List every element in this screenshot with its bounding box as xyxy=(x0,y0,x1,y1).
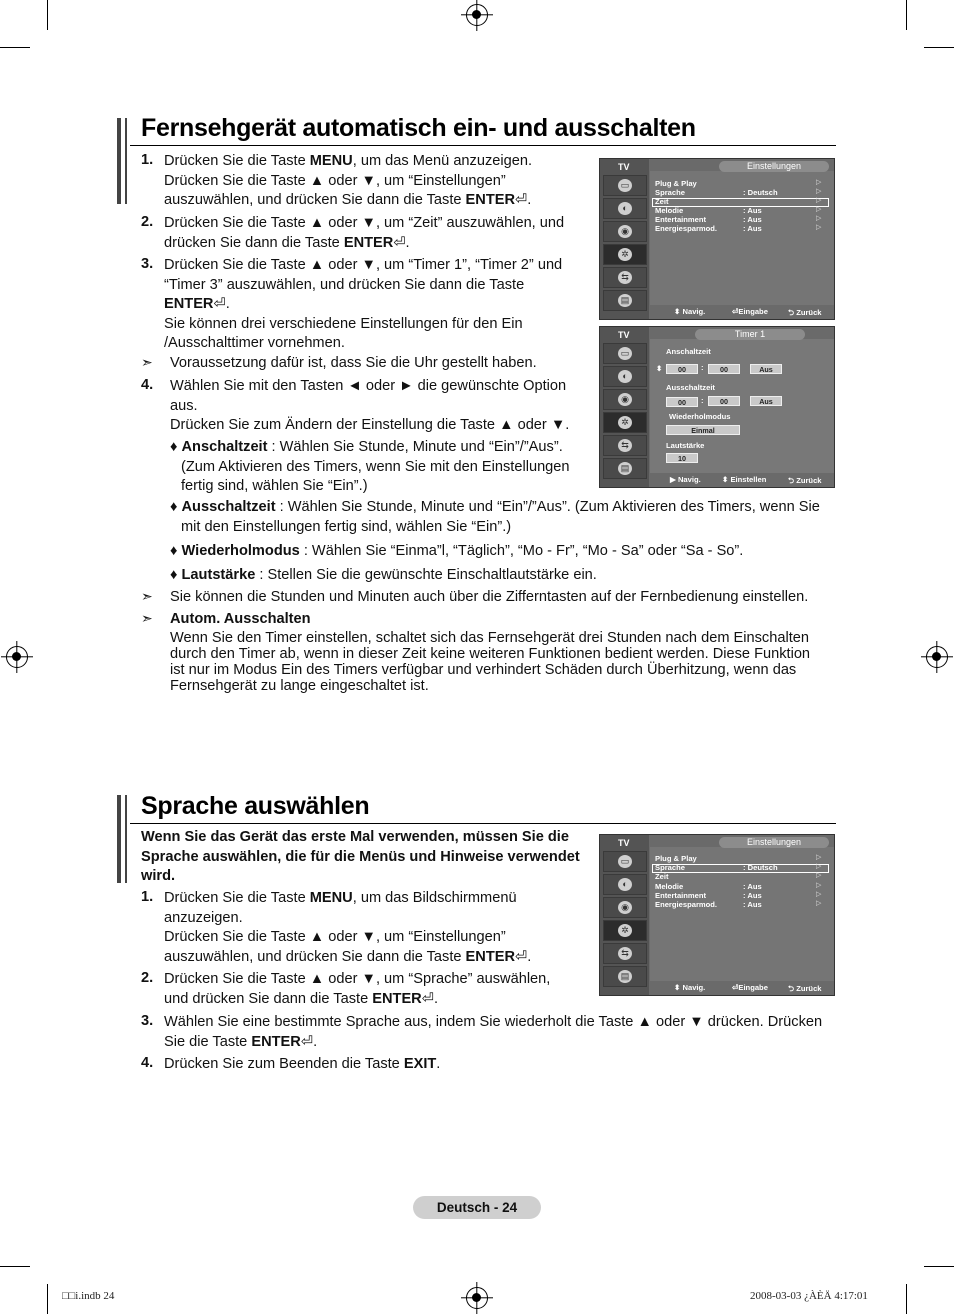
step-number: 2. xyxy=(141,970,154,986)
heading-bar xyxy=(117,118,121,204)
step-number: 4. xyxy=(141,377,154,393)
intro-text: Wenn Sie das Gerät das erste Mal verwenden, müssen Sie die Sprache auswählen, die für die Menüs und Hinweise verwendet wird. xyxy=(141,829,580,885)
channel-icon: ◉ xyxy=(603,389,647,410)
application-icon: ▤ xyxy=(603,458,647,479)
registration-mark-icon xyxy=(466,1287,488,1309)
picture-icon: ▭ xyxy=(603,343,647,364)
heading-bar xyxy=(125,795,127,883)
step-1-text: Drücken Sie die Taste MENU, um das Bildschirmmenü anzuzeigen. Drücken Sie die Taste ▲ oder ▼, um “Einstellungen” auszuwählen, und drücken Sie dann die Taste ENTER⏎. xyxy=(164,890,532,965)
crop-mark xyxy=(906,1284,907,1314)
settings-icon: ✲ xyxy=(603,920,647,941)
step-number: 1. xyxy=(141,889,154,905)
enter-icon: ⏎ xyxy=(515,948,528,965)
step-number: 3. xyxy=(141,1013,154,1029)
step-4-text: Drücken Sie zum Beenden die Taste EXIT. xyxy=(164,1056,441,1072)
step-number: 1. xyxy=(141,152,154,168)
registration-mark-icon xyxy=(926,646,948,668)
note-arrow-icon: ➣ xyxy=(141,610,153,626)
channel-icon: ◉ xyxy=(603,221,647,242)
page-number-badge: Deutsch - 24 xyxy=(413,1196,541,1219)
picture-icon: ▭ xyxy=(603,175,647,196)
step-3-text: Drücken Sie die Taste ▲ oder ▼, um “Timer 1”, “Timer 2” und “Timer 3” auszuwählen, und drücken Sie dann die Taste ENTER⏎. Sie können drei verschiedene Einstellungen für den Ein /Ausschalttimer vornehmen. xyxy=(164,257,563,352)
section-title: Fernsehgerät automatisch ein- und ausschalten xyxy=(141,114,696,142)
crop-mark xyxy=(47,1284,48,1314)
step-3-text: Wählen Sie eine bestimmte Sprache aus, indem Sie wiederholt die Taste ▲ oder ▼ drücken. Drücken Sie die Taste ENTER⏎. xyxy=(164,1014,823,1050)
sound-icon: ◐ xyxy=(603,874,647,895)
sound-icon: ◐ xyxy=(603,198,647,219)
picture-icon: ▭ xyxy=(603,851,647,872)
crop-mark xyxy=(924,1266,954,1267)
step-2-text: Drücken Sie die Taste ▲ oder ▼, um “Zeit” auszuwählen, und drücken Sie dann die Taste ENTER⏎. xyxy=(164,215,565,251)
crop-mark xyxy=(924,47,954,48)
enter-icon: ⏎ xyxy=(515,192,528,209)
step-4-text: Wählen Sie mit den Tasten ◄ oder ► die gewünschte Option aus. Drücken Sie zum Ändern der Einstellung die Taste ▲ oder ▼. xyxy=(170,378,570,434)
tv-osd-settings-time: TV ▭ ◐ ◉ ✲ ⇆ ▤ Einstellungen Plug & Play Sprache : Deutsch Zeit Melodie : Aus Entertainment : Aus Energiesparmod. : Aus ▷ ▷ ▷ ▷ ▷ ▷ ⬍ Navig. ⏎Eingabe ⮌ Zurück xyxy=(599,158,835,320)
input-icon: ⇆ xyxy=(603,943,647,964)
section-title: Sprache auswählen xyxy=(141,792,370,820)
bullet-lautstaerke: ♦ Lautstärke : Stellen Sie die gewünschte Einschaltlautstärke ein. xyxy=(170,567,597,583)
registration-mark-icon xyxy=(6,646,28,668)
crop-mark xyxy=(906,0,907,30)
input-icon: ⇆ xyxy=(603,267,647,288)
bullet-wiederholmodus: ♦ Wiederholmodus : Wählen Sie “Einma”l, “Täglich”, “Mo - Fr”, “Mo - Sa” oder “Sa - So”. xyxy=(170,543,744,559)
settings-icon: ✲ xyxy=(603,412,647,433)
note-arrow-icon: ➣ xyxy=(141,588,153,604)
heading-bar xyxy=(125,118,127,204)
tv-osd-settings-language: TV ▭ ◐ ◉ ✲ ⇆ ▤ Einstellungen Plug & Play Sprache : Deutsch Zeit Melodie : Aus Entertainment : Aus Energiesparmod. : Aus ▷ ▷ ▷ ▷ ▷ ▷ ⬍ Navig. ⏎Eingabe ⮌ Zurück xyxy=(599,834,835,996)
crop-mark xyxy=(0,1266,30,1267)
enter-icon: ⏎ xyxy=(421,990,434,1007)
channel-icon: ◉ xyxy=(603,897,647,918)
enter-icon: ⏎ xyxy=(213,296,226,313)
note-text: Sie können die Stunden und Minuten auch über die Zifferntasten auf der Fernbedienung einstellen. xyxy=(170,589,809,605)
tv-osd-timer: TV ▭ ◐ ◉ ✲ ⇆ ▤ Timer 1 Anschaltzeit ⬍ 00 : 00 Aus Ausschaltzeit 00 : 00 Aus Wiederholmodus Einmal Lautstärke 10 ▶ Navig. ⬍ Einstellen ⮌ Zurück xyxy=(599,326,835,488)
step-number: 4. xyxy=(141,1055,154,1071)
title-rule xyxy=(130,145,836,146)
print-slug-left: □□i.indb 24 xyxy=(62,1290,115,1302)
bullet-anschaltzeit: ♦ Anschaltzeit : Wählen Sie Stunde, Minute und “Ein”/”Aus”. (Zum Aktivieren des Timers, wenn Sie mit den Einstellungen fertig sind, wählen Sie “Ein”.) xyxy=(170,439,570,495)
enter-icon: ⏎ xyxy=(300,1033,314,1050)
heading-bar xyxy=(117,795,121,883)
crop-mark xyxy=(0,47,30,48)
step-1-text: Drücken Sie die Taste MENU, um das Menü anzuzeigen. Drücken Sie die Taste ▲ oder ▼, um “Einstellungen” auszuwählen, und drücken Sie dann die Taste ENTER⏎. xyxy=(164,153,533,209)
title-rule xyxy=(130,823,836,824)
settings-icon: ✲ xyxy=(603,244,647,265)
application-icon: ▤ xyxy=(603,290,647,311)
crop-mark xyxy=(47,0,48,30)
enter-icon: ⏎ xyxy=(393,234,406,251)
application-icon: ▤ xyxy=(603,966,647,987)
step-number: 2. xyxy=(141,214,154,230)
note-auto-off: Autom. Ausschalten Wenn Sie den Timer einstellen, schaltet sich das Fernsehgerät drei Stunden nach dem Einschalten durch den Timer ab, wenn in dieser Zeit keine weiteren Funktionen bedient werden. Diese Funktion ist nur im Modus Ein des Timers verfügbar und verhindert Schäden durch Überhitzung, wenn das Fernsehgerät zu lange eingeschaltet ist. xyxy=(170,611,811,695)
note-text: Voraussetzung dafür ist, dass Sie die Uhr gestellt haben. xyxy=(170,355,537,371)
step-2-text: Drücken Sie die Taste ▲ oder ▼, um “Sprache” auswählen, und drücken Sie dann die Taste ENTER⏎. xyxy=(164,971,551,1007)
registration-mark-icon xyxy=(466,4,488,26)
bullet-ausschaltzeit: ♦ Ausschaltzeit : Wählen Sie Stunde, Minute und “Ein”/”Aus”. (Zum Aktivieren des Timers, wenn Sie mit den Einstellungen fertig sind, wählen Sie “Ein”.) xyxy=(170,499,820,535)
note-arrow-icon: ➣ xyxy=(141,354,153,370)
input-icon: ⇆ xyxy=(603,435,647,456)
print-slug-right: 2008-03-03 ¿ÀÈÄ 4:17:01 xyxy=(750,1290,868,1302)
step-number: 3. xyxy=(141,256,154,272)
sound-icon: ◐ xyxy=(603,366,647,387)
